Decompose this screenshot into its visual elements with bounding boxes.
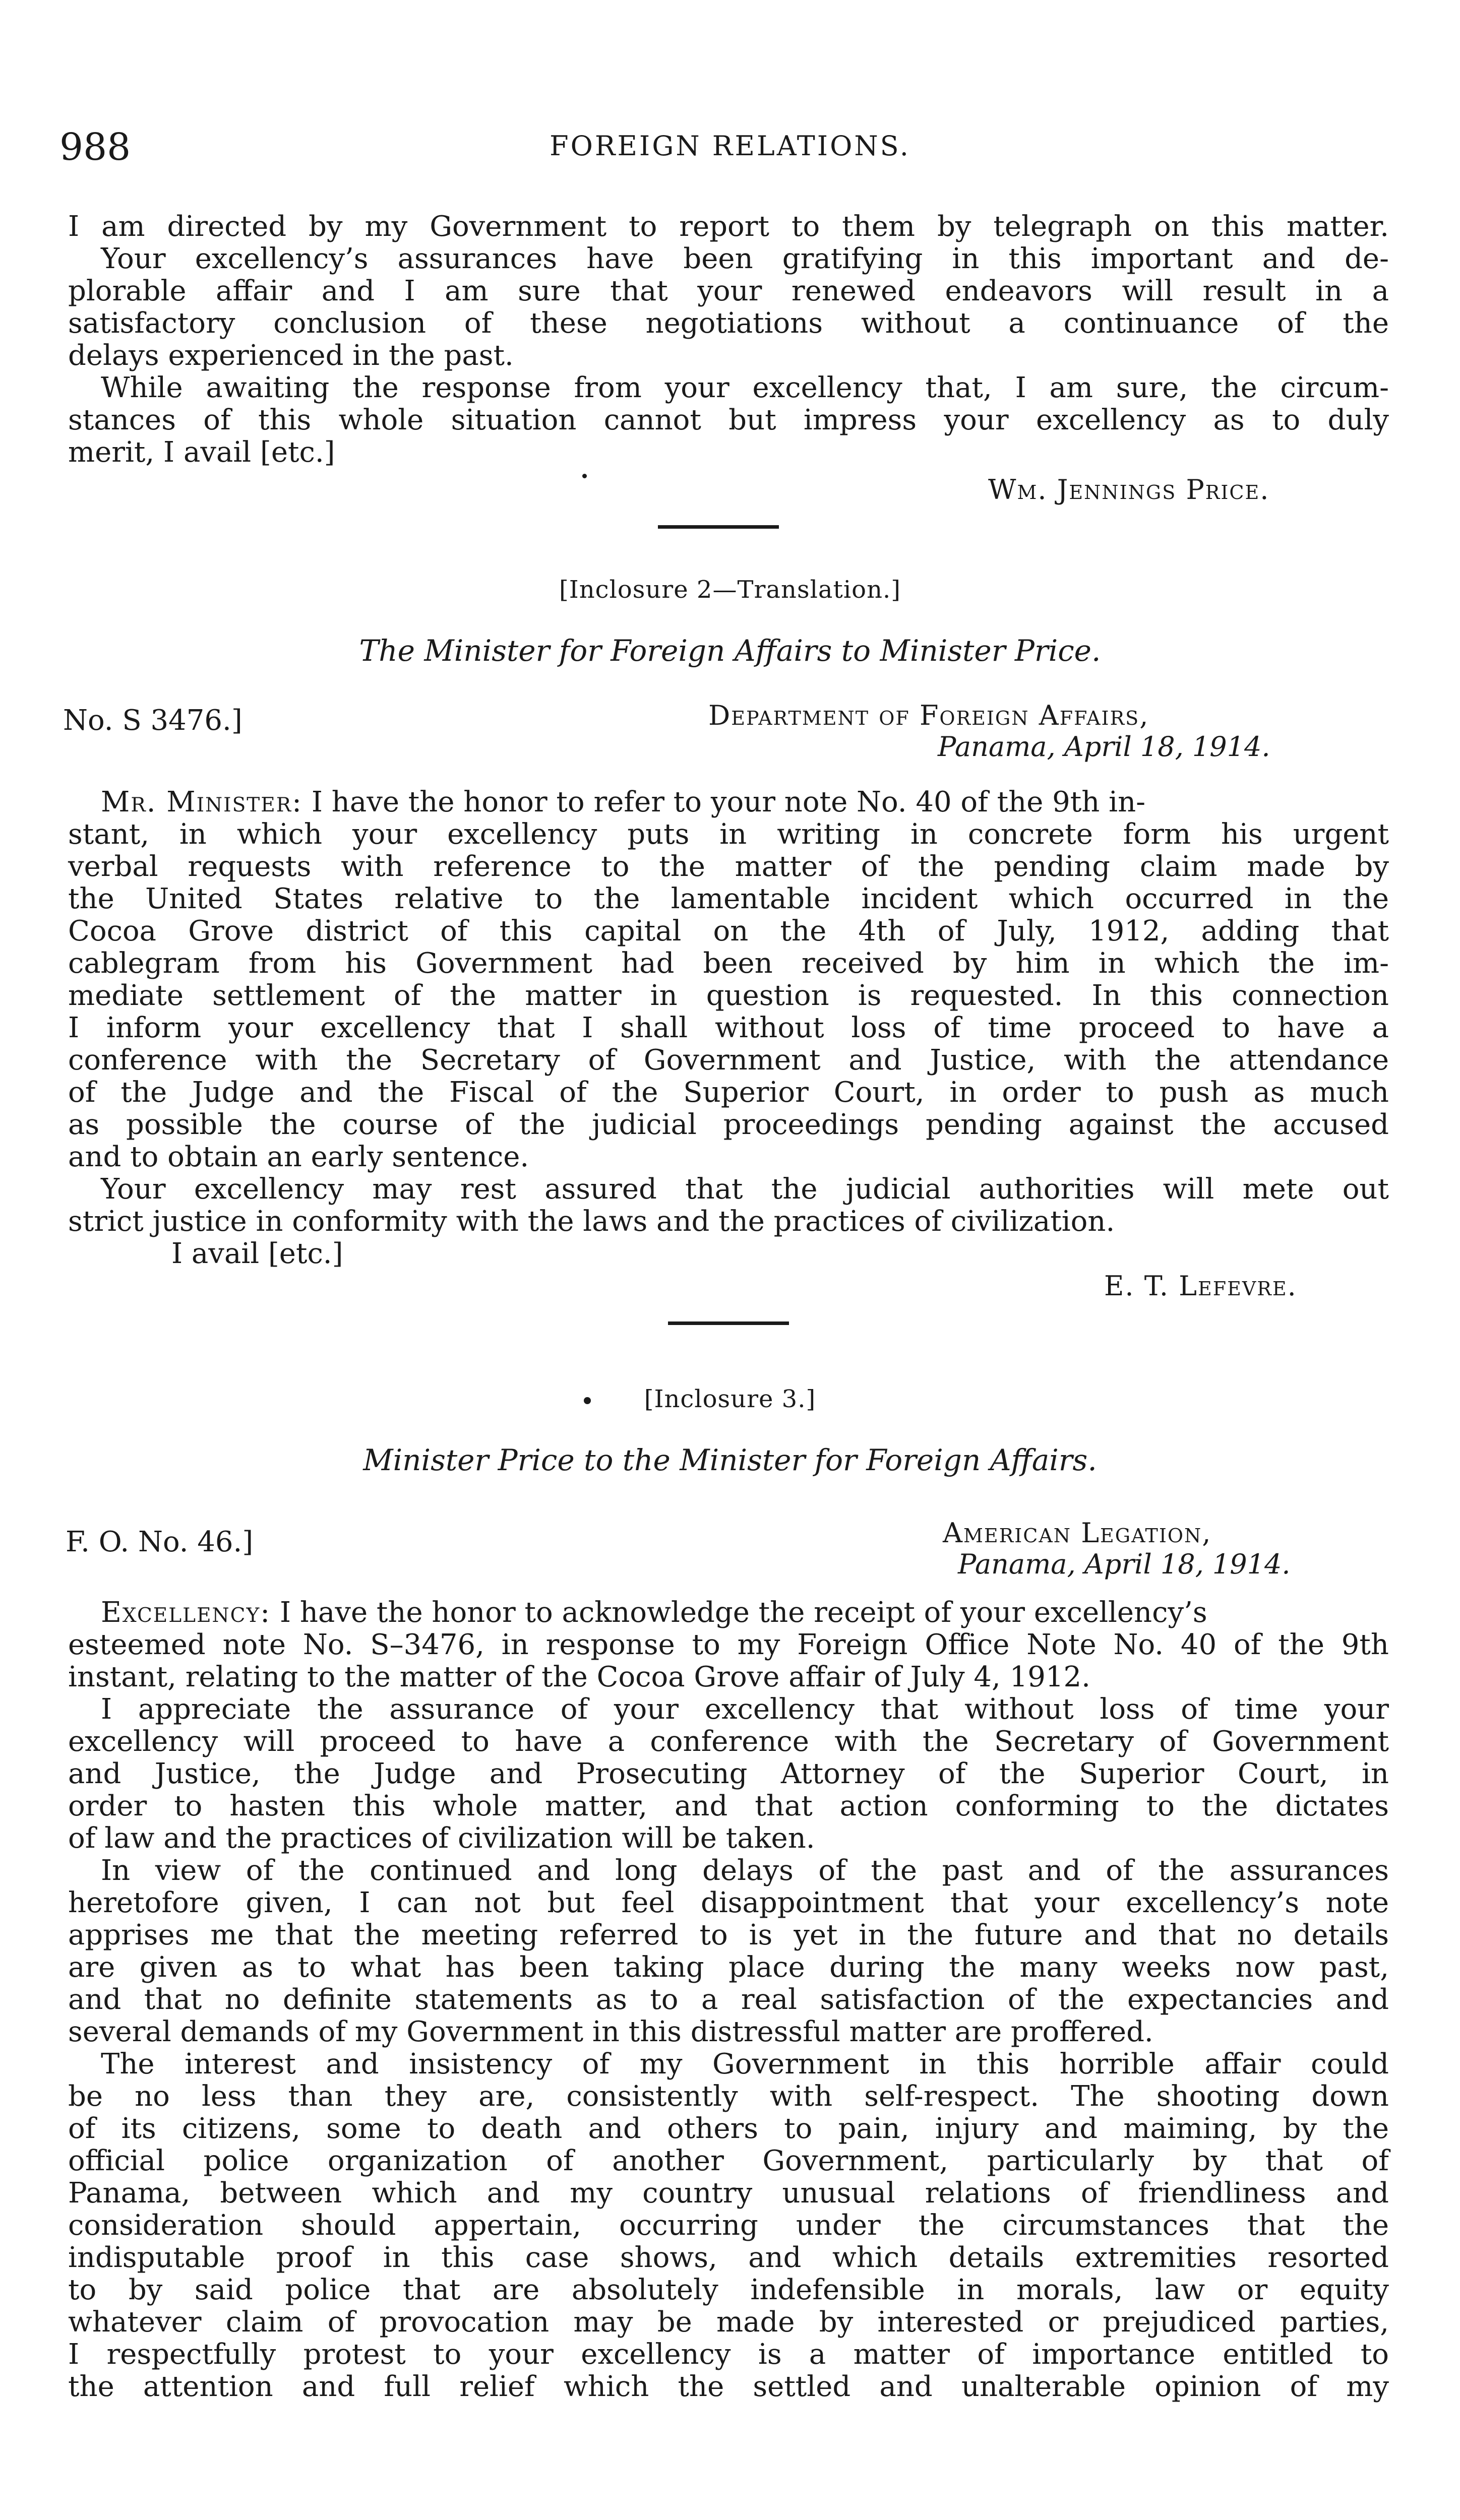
paragraph-line: order to hasten this whole matter, and that action conforming to the dictates xyxy=(68,1790,1389,1822)
paragraph-line: satisfactory conclusion of these negotiations without a continuance of the xyxy=(68,307,1389,340)
paragraph-line: and Justice, the Judge and Prosecuting Attorney of the Superior Court, in xyxy=(68,1757,1389,1790)
paragraph-line: and to obtain an early sentence. xyxy=(68,1141,529,1173)
running-title: FOREIGN RELATIONS. xyxy=(550,130,910,162)
paragraph-line: of law and the practices of civilization will be taken. xyxy=(68,1822,815,1855)
paragraph-line: consideration should appertain, occurring under the circumstances that the xyxy=(68,2209,1389,2242)
section-divider xyxy=(668,1321,789,1325)
paragraph-line: conference with the Secretary of Government and Justice, with the attendance xyxy=(68,1044,1389,1077)
paragraph-line: and that no definite statements as to a real satisfaction of the expectancies and xyxy=(68,1983,1389,2016)
paragraph-line: verbal requests with reference to the matter of the pending claim made by xyxy=(68,850,1389,883)
paragraph-line: the attention and full relief which the settled and unalterable opinion of my xyxy=(68,2370,1389,2403)
sender-office: American Legation, xyxy=(943,1517,1212,1549)
signature-price: Wm. Jennings Price. xyxy=(988,474,1270,506)
paragraph-line: esteemed note No. S–3476, in response to my Foreign Office Note No. 40 of the 9th xyxy=(68,1628,1389,1661)
paragraph-line: Panama, between which and my country unusual relations of friendliness and xyxy=(68,2177,1389,2210)
paragraph-line: delays experienced in the past. xyxy=(68,339,514,372)
paragraph-line: heretofore given, I can not but feel disappointment that your excellency’s note xyxy=(68,1886,1389,1919)
paragraph-line: indisputable proof in this case shows, and which details extremities resorted xyxy=(68,2241,1389,2274)
salutation: Excellency: xyxy=(101,1596,271,1629)
letter-title: The Minister for Foreign Affairs to Minister Price. xyxy=(359,634,1101,668)
paragraph-line: of the Judge and the Fiscal of the Superior Court, in order to push as much xyxy=(68,1076,1389,1109)
paragraph-line: excellency will proceed to have a conference with the Secretary of Government xyxy=(68,1725,1389,1758)
paragraph-line: are given as to what has been taking place during the many weeks now past, xyxy=(68,1951,1389,1984)
paragraph-line: instant, relating to the matter of the Cocoa Grove affair of July 4, 1912. xyxy=(68,1661,1090,1693)
salutation: Mr. Minister: xyxy=(101,786,303,818)
paragraph-line: While awaiting the response from your excellency that, I am sure, the circum- xyxy=(101,371,1389,404)
paragraph-line: Your excellency may rest assured that the judicial authorities will mete out xyxy=(101,1173,1389,1206)
paragraph-line: of its citizens, some to death and others to pain, injury and maiming, by the xyxy=(68,2112,1389,2145)
paragraph-line: In view of the continued and long delays of the past and of the assurances xyxy=(101,1854,1389,1887)
paragraph-line: official police organization of another Government, particularly by that of xyxy=(68,2145,1389,2177)
note-number: No. S 3476.] xyxy=(63,704,242,737)
signature-lefevre: E. T. Lefevre. xyxy=(1104,1270,1297,1302)
letter-title: Minister Price to the Minister for Foreign Affairs. xyxy=(363,1443,1097,1477)
paragraph-line: as possible the course of the judicial proceedings pending against the accused xyxy=(68,1108,1389,1141)
paragraph-line: to by said police that are absolutely indefensible in morals, law or equity xyxy=(68,2274,1389,2306)
paragraph-line: mediate settlement of the matter in question is requested. In this connection xyxy=(68,979,1389,1012)
paragraph-line: cablegram from his Government had been received by him in which the im- xyxy=(68,947,1389,980)
paragraph-line: whatever claim of provocation may be made by interested or prejudiced parties, xyxy=(68,2306,1389,2339)
place-date: Panama, April 18, 1914. xyxy=(938,731,1270,763)
inclosure-label: [Inclosure 2—Translation.] xyxy=(559,576,901,604)
note-number: F. O. No. 46.] xyxy=(66,1526,254,1558)
paragraph-line: I appreciate the assurance of your excellency that without loss of time your xyxy=(101,1693,1389,1726)
paragraph-line: several demands of my Government in this distressful matter are proffered. xyxy=(68,2015,1153,2048)
section-divider xyxy=(658,525,779,529)
paragraph-line: Cocoa Grove district of this capital on the 4th of July, 1912, adding that xyxy=(68,915,1389,948)
paragraph-line: Your excellency’s assurances have been gratifying in this important and de- xyxy=(101,242,1389,275)
paragraph-line: apprises me that the meeting referred to is yet in the future and that no details xyxy=(68,1919,1389,1951)
sender-office: Department of Foreign Affairs, xyxy=(708,700,1149,731)
paragraph-line: the United States relative to the lamentable incident which occurred in the xyxy=(68,883,1389,915)
ink-speck xyxy=(582,474,587,478)
paragraph-line: stant, in which your excellency puts in writing in concrete form his urgent xyxy=(68,818,1389,851)
paragraph-line: plorable affair and I am sure that your renewed endeavors will result in a xyxy=(68,275,1389,307)
paragraph-line: I respectfully protest to your excellency is a matter of importance entitled to xyxy=(68,2338,1389,2371)
paragraph-line: I am directed by my Government to report to them by telegraph on this matter. xyxy=(68,210,1389,243)
paragraph-line: be no less than they are, consistently with self-respect. The shooting down xyxy=(68,2080,1389,2113)
paragraph-line: I avail [etc.] xyxy=(171,1237,343,1270)
salutation-text: I have the honor to acknowledge the receipt of your excellency’s xyxy=(279,1596,1207,1629)
salutation-text: I have the honor to refer to your note No. 40 of the 9th in- xyxy=(311,786,1146,818)
place-date: Panama, April 18, 1914. xyxy=(958,1548,1291,1580)
paragraph-line xyxy=(101,786,1389,818)
page-number: 988 xyxy=(59,125,131,169)
inclosure-label: [Inclosure 3.] xyxy=(644,1385,816,1413)
paragraph-line: stances of this whole situation cannot but impress your excellency as to duly xyxy=(68,404,1389,436)
paragraph-line: The interest and insistency of my Government in this horrible affair could xyxy=(101,2048,1389,2081)
paragraph-line: strict justice in conformity with the laws and the practices of civilization. xyxy=(68,1205,1115,1238)
paragraph-line: merit, I avail [etc.] xyxy=(68,436,335,469)
paragraph-line xyxy=(101,1597,1389,1629)
paragraph-line: I inform your excellency that I shall without loss of time proceed to have a xyxy=(68,1012,1389,1044)
